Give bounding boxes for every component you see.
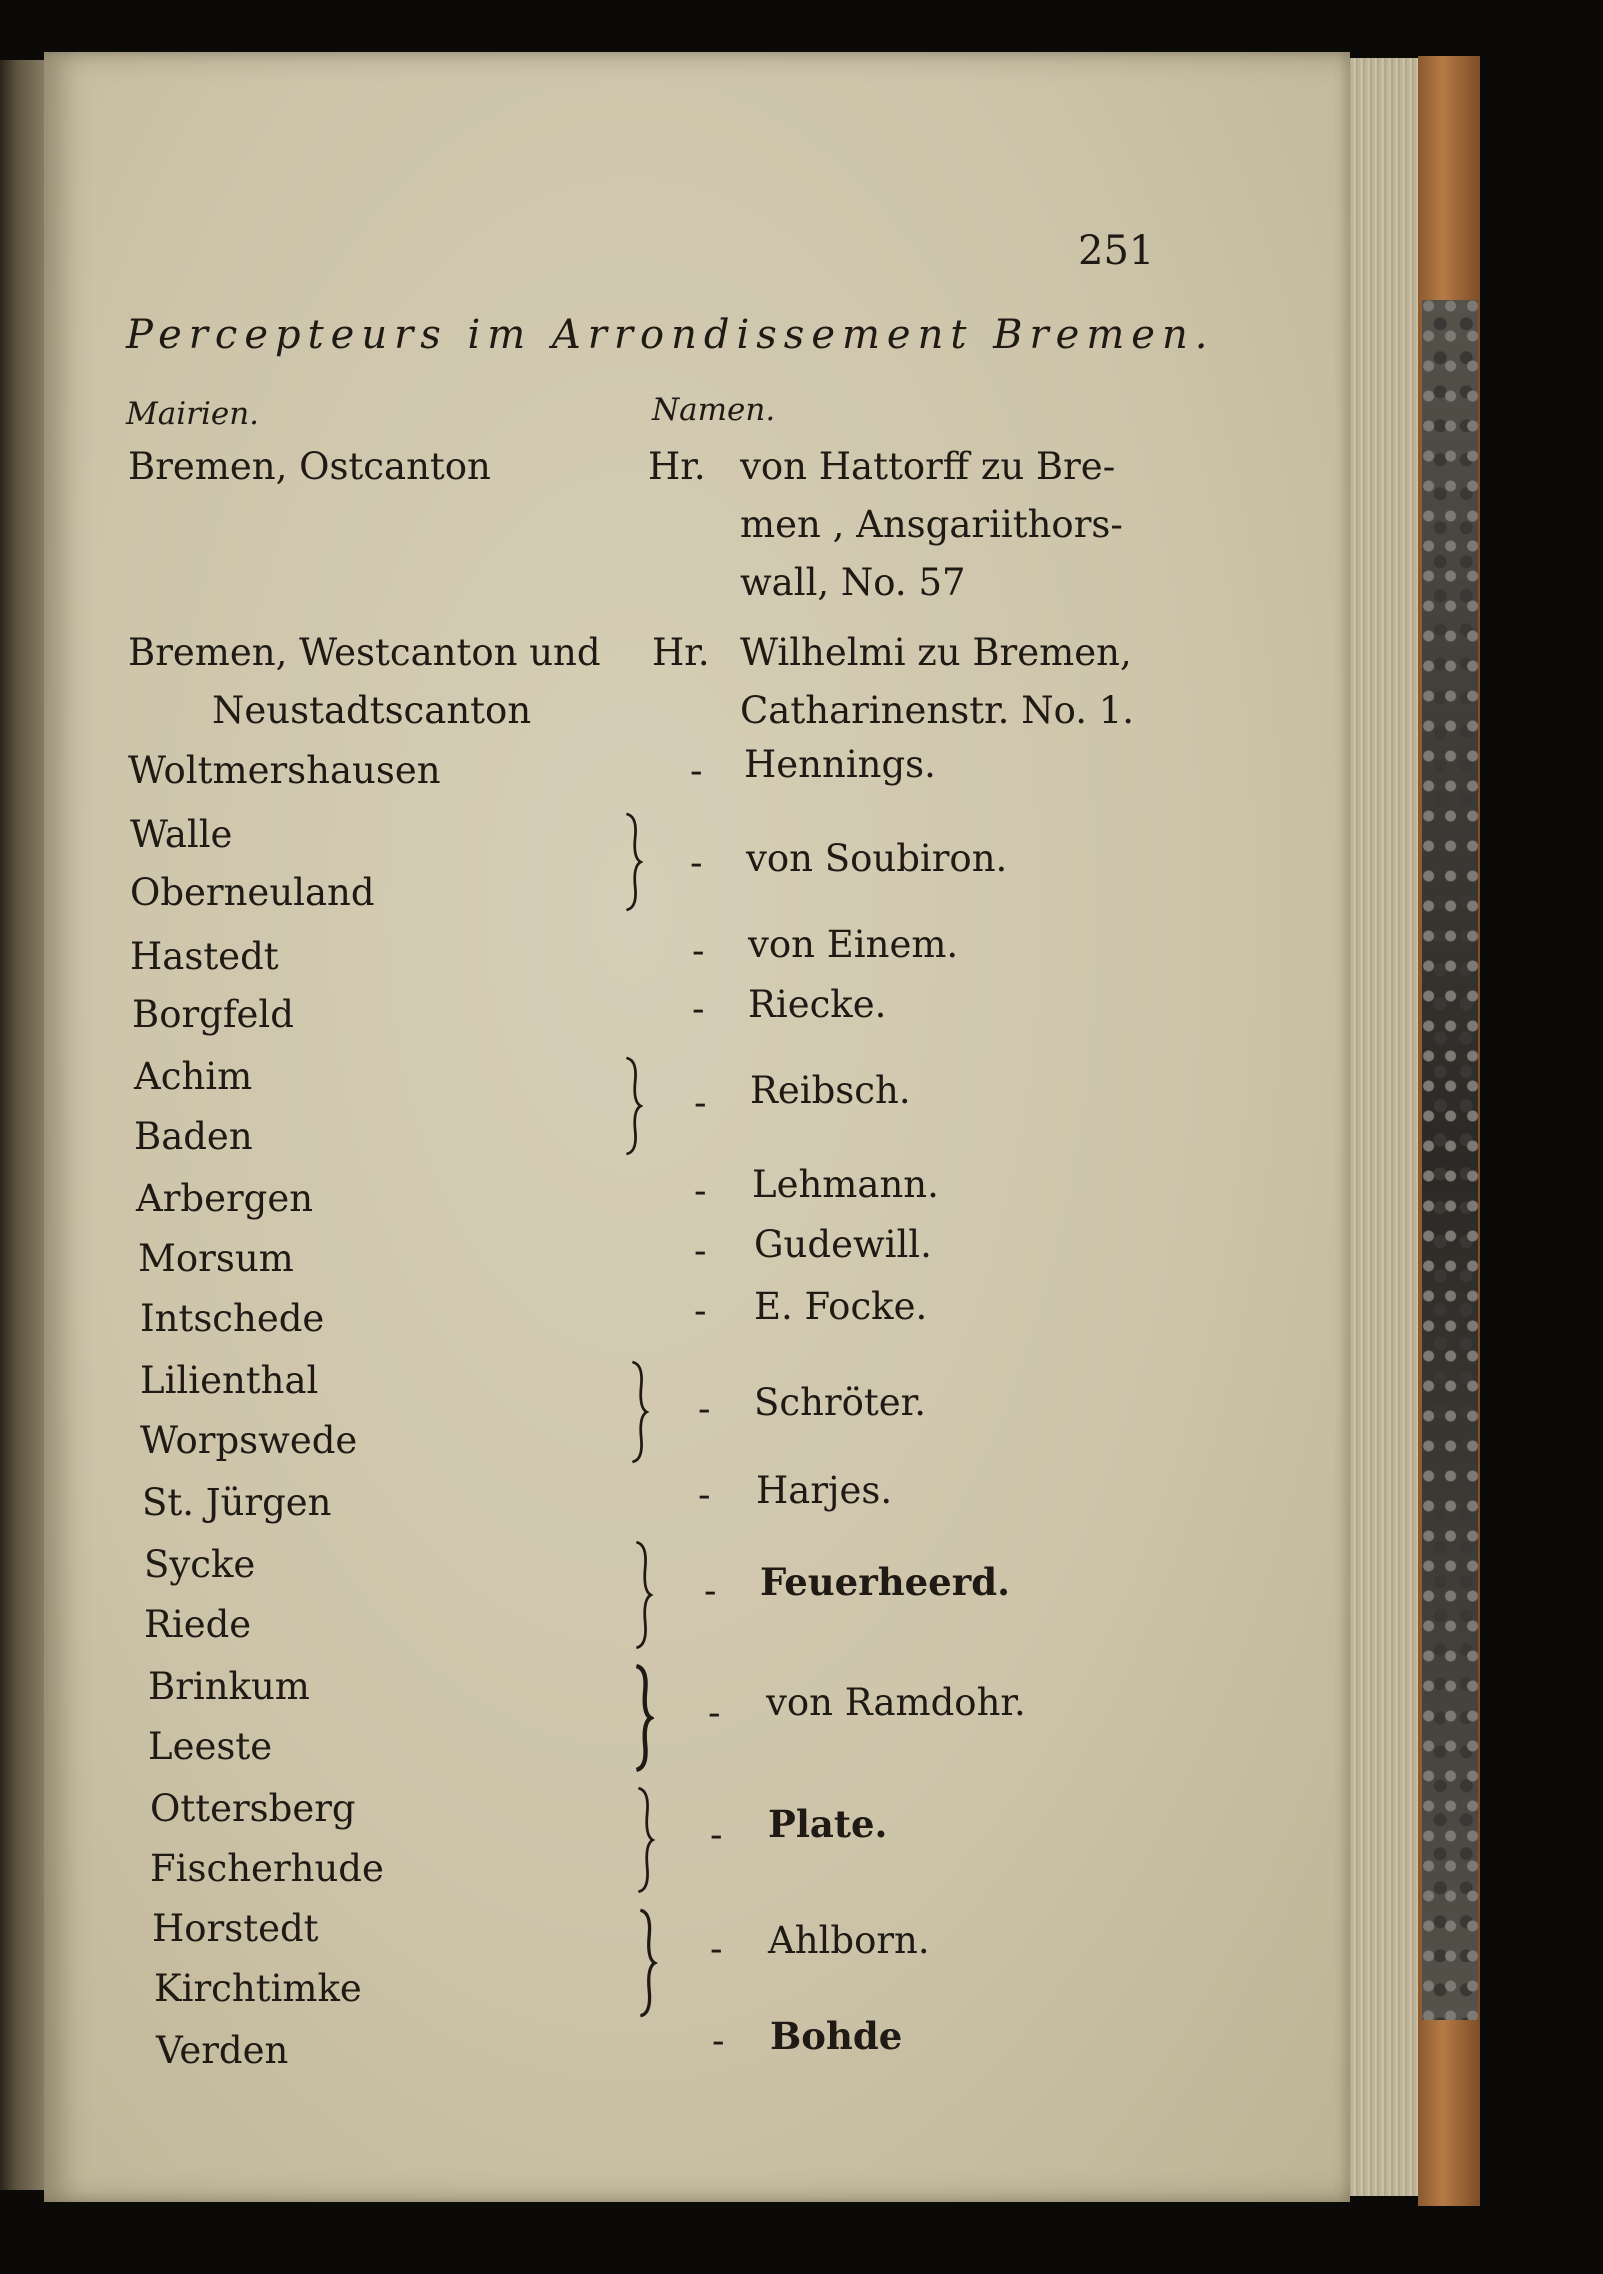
dash: -: [704, 1569, 717, 1612]
mairie-label-cont: Neustadtscanton: [212, 689, 532, 732]
percepteur-name-cont: wall, No. 57: [740, 561, 966, 604]
page-heading: Percepteurs im Arrondissement Bremen.: [126, 312, 1215, 358]
percepteur-name: von Hattorff zu Bre-: [740, 445, 1116, 488]
brace-icon: [632, 1664, 654, 1772]
mairie-label: Brinkum: [148, 1665, 310, 1708]
mairie-label: Worpswede: [140, 1419, 358, 1462]
percepteur-name: E. Focke.: [754, 1285, 928, 1328]
dash: -: [698, 1473, 711, 1516]
mairie-label: Woltmershausen: [128, 749, 441, 792]
page-edges: [1338, 58, 1428, 2196]
percepteur-name: Lehmann.: [752, 1163, 939, 1206]
brace-icon: [632, 1540, 654, 1650]
percepteur-name: Hennings.: [744, 743, 936, 786]
dash: -: [694, 1169, 707, 1212]
mairie-label: Fischerhude: [150, 1847, 384, 1890]
mairie-label: Sycke: [144, 1543, 256, 1586]
mairie-label: Baden: [134, 1115, 253, 1158]
mairie-label: Riede: [144, 1603, 252, 1646]
brace-icon: [634, 1786, 656, 1894]
mairie-label: Bremen, Ostcanton: [128, 445, 491, 488]
page-number: 251: [1078, 228, 1155, 274]
percepteur-name: von Einem.: [748, 923, 959, 966]
mairie-label: Morsum: [138, 1237, 294, 1280]
dash: -: [690, 749, 703, 792]
mairie-label: Leeste: [148, 1725, 273, 1768]
percepteur-name: Ahlborn.: [768, 1919, 930, 1962]
percepteur-name: Plate.: [768, 1802, 888, 1846]
mairie-label: Achim: [134, 1055, 253, 1098]
percepteur-name: von Soubiron.: [746, 837, 1008, 880]
mairie-label: Hastedt: [130, 935, 279, 978]
percepteur-name: Harjes.: [756, 1469, 893, 1512]
percepteur-name: Riecke.: [748, 983, 887, 1026]
brace-icon: [628, 1360, 650, 1464]
percepteur-name: Wilhelmi zu Bremen,: [740, 631, 1132, 674]
percepteur-name: Reibsch.: [750, 1069, 911, 1112]
title-prefix: Hr.: [652, 631, 710, 674]
mairie-label: Lilienthal: [140, 1359, 319, 1402]
percepteur-name: Schröter.: [754, 1381, 927, 1424]
dash: -: [692, 929, 705, 972]
dash: -: [692, 987, 705, 1030]
dash: -: [708, 1691, 721, 1734]
percepteur-name: Bohde: [770, 2014, 903, 2058]
marbled-cover: [1422, 300, 1478, 2020]
percepteur-name-cont: Catharinenstr. No. 1.: [740, 689, 1135, 732]
dash: -: [710, 1927, 723, 1970]
percepteur-name: Gudewill.: [754, 1223, 932, 1266]
mairie-label: St. Jürgen: [142, 1481, 332, 1524]
dash: -: [690, 841, 703, 884]
mairie-label: Walle: [130, 813, 233, 856]
dash: -: [694, 1289, 707, 1332]
mairie-label: Ottersberg: [150, 1787, 356, 1830]
brace-icon: [636, 1908, 658, 2018]
dash: -: [698, 1387, 711, 1430]
percepteur-name: von Ramdohr.: [766, 1681, 1026, 1724]
mairie-label: Verden: [156, 2029, 289, 2072]
dash: -: [694, 1229, 707, 1272]
percepteur-name: Feuerheerd.: [760, 1560, 1010, 1604]
mairie-label: Bremen, Westcanton und: [128, 631, 601, 674]
mairie-label: Horstedt: [152, 1907, 319, 1950]
book-spine-left: [0, 60, 48, 2190]
percepteur-name-cont: men , Ansgariithors-: [740, 503, 1123, 546]
dash: -: [694, 1081, 707, 1124]
column-header-namen: Namen.: [652, 392, 776, 428]
dash: -: [712, 2019, 725, 2062]
column-header-mairien: Mairien.: [126, 396, 260, 432]
title-prefix: Hr.: [648, 445, 706, 488]
mairie-label: Oberneuland: [130, 871, 375, 914]
mairie-label: Arbergen: [136, 1177, 314, 1220]
mairie-label: Borgfeld: [132, 993, 294, 1036]
brace-icon: [622, 1056, 644, 1156]
brace-icon: [622, 812, 644, 912]
mairie-label: Intschede: [140, 1297, 325, 1340]
mairie-label: Kirchtimke: [154, 1967, 362, 2010]
dash: -: [710, 1813, 723, 1856]
